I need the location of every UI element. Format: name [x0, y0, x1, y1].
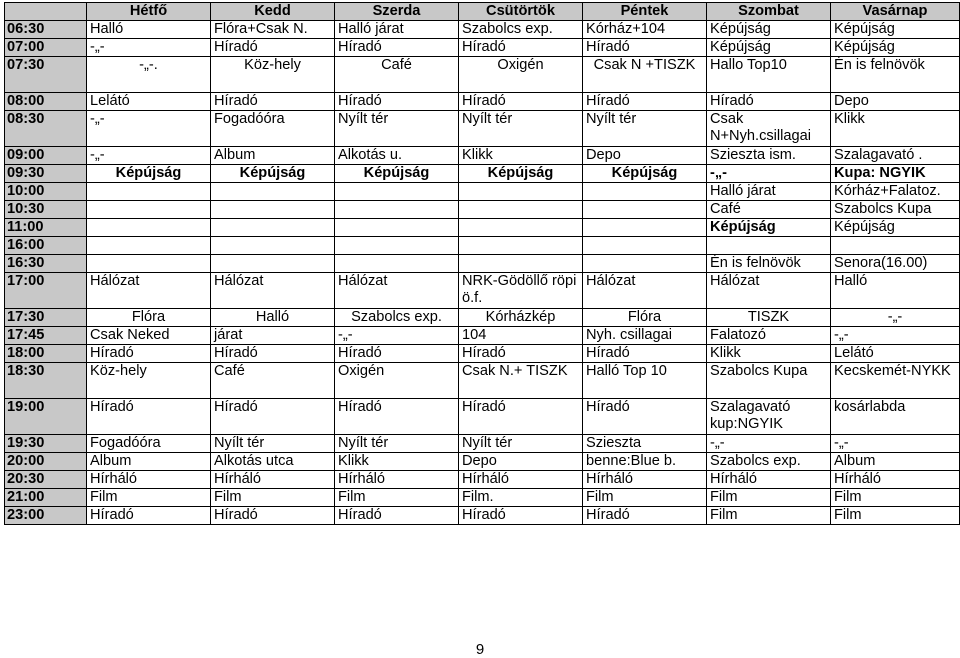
program-cell: Képújság — [831, 219, 960, 237]
program-cell: Alkotás utca — [211, 453, 335, 471]
program-cell: Film — [87, 489, 211, 507]
program-cell: Hálózat — [211, 273, 335, 309]
program-cell: Csak N.+ TISZK — [459, 363, 583, 399]
program-cell — [583, 255, 707, 273]
header-day: Vasárnap — [831, 3, 960, 21]
table-row — [5, 471, 960, 489]
program-cell — [335, 219, 459, 237]
table-row — [5, 327, 960, 345]
program-cell: Halló járat — [335, 21, 459, 39]
table-row — [5, 165, 960, 183]
time-cell: 18:00 — [5, 345, 87, 363]
table-row — [5, 57, 960, 93]
time-cell: 09:00 — [5, 147, 87, 165]
program-cell: Képújság — [87, 165, 211, 183]
table-row — [5, 147, 960, 165]
program-cell: Flóra — [87, 309, 211, 327]
program-cell: Híradó — [211, 399, 335, 435]
program-cell: Híradó — [459, 507, 583, 525]
program-cell: -„- — [87, 39, 211, 57]
program-cell: Depo — [831, 93, 960, 111]
program-cell: Café — [335, 57, 459, 93]
time-cell: 23:00 — [5, 507, 87, 525]
program-cell: Halló — [831, 273, 960, 309]
program-cell: Klikk — [335, 453, 459, 471]
table-row — [5, 363, 960, 399]
table-row — [5, 255, 960, 273]
program-cell: -„- — [707, 435, 831, 453]
program-cell: Híradó — [707, 93, 831, 111]
program-cell: Kecskemét-NYKK — [831, 363, 960, 399]
time-cell: 20:00 — [5, 453, 87, 471]
program-cell: Hírháló — [335, 471, 459, 489]
program-cell — [459, 219, 583, 237]
program-cell — [335, 183, 459, 201]
program-cell: Híradó — [211, 93, 335, 111]
program-cell — [87, 237, 211, 255]
program-cell: -„-. — [87, 57, 211, 93]
program-cell: Film — [211, 489, 335, 507]
program-cell — [583, 237, 707, 255]
program-cell: Film — [707, 489, 831, 507]
program-cell: Fogadóóra — [87, 435, 211, 453]
program-cell: Köz-hely — [211, 57, 335, 93]
program-cell: Szalagavató kup:NGYIK — [707, 399, 831, 435]
program-cell: Nyílt tér — [211, 435, 335, 453]
program-cell: Depo — [459, 453, 583, 471]
program-cell: járat — [211, 327, 335, 345]
program-cell — [583, 201, 707, 219]
program-cell — [583, 219, 707, 237]
time-cell: 16:00 — [5, 237, 87, 255]
program-cell: Hírháló — [583, 471, 707, 489]
time-cell: 10:30 — [5, 201, 87, 219]
program-cell: Szalagavató . — [831, 147, 960, 165]
program-cell: Flóra+Csak N. — [211, 21, 335, 39]
program-cell: Nyílt tér — [459, 111, 583, 147]
program-cell: Képújság — [459, 165, 583, 183]
program-cell — [459, 255, 583, 273]
program-cell: Hírháló — [459, 471, 583, 489]
program-cell: Képújság — [335, 165, 459, 183]
program-cell: Halló járat — [707, 183, 831, 201]
table-row — [5, 39, 960, 57]
program-cell — [211, 255, 335, 273]
program-cell: Hírháló — [87, 471, 211, 489]
program-cell: Képújság — [707, 21, 831, 39]
table-row — [5, 21, 960, 39]
program-cell — [87, 183, 211, 201]
program-cell: Híradó — [459, 39, 583, 57]
program-cell: -„- — [831, 327, 960, 345]
header-day: Hétfő — [87, 3, 211, 21]
program-cell — [87, 219, 211, 237]
program-cell: -„- — [87, 111, 211, 147]
program-cell: Híradó — [583, 39, 707, 57]
program-cell — [211, 201, 335, 219]
program-cell: Hálózat — [707, 273, 831, 309]
header-day: Szombat — [707, 3, 831, 21]
program-cell: Híradó — [211, 345, 335, 363]
program-cell: Film — [831, 507, 960, 525]
program-cell: Csak Neked — [87, 327, 211, 345]
program-cell: Halló — [211, 309, 335, 327]
program-cell: Híradó — [335, 507, 459, 525]
program-cell: Oxigén — [459, 57, 583, 93]
program-cell: Szabolcs Kupa — [707, 363, 831, 399]
time-cell: 16:30 — [5, 255, 87, 273]
program-cell: Café — [211, 363, 335, 399]
header-row — [5, 3, 960, 21]
program-cell: Film. — [459, 489, 583, 507]
program-cell: Album — [211, 147, 335, 165]
program-cell: -„- — [831, 435, 960, 453]
program-cell: Képújság — [831, 39, 960, 57]
header-day: Csütörtök — [459, 3, 583, 21]
schedule-table — [4, 2, 960, 525]
time-cell: 21:00 — [5, 489, 87, 507]
program-cell — [335, 237, 459, 255]
program-cell: Híradó — [459, 93, 583, 111]
program-cell: NRK-Gödöllő röpi ö.f. — [459, 273, 583, 309]
time-cell: 10:00 — [5, 183, 87, 201]
program-cell: Híradó — [335, 399, 459, 435]
time-cell: 19:30 — [5, 435, 87, 453]
program-cell — [335, 201, 459, 219]
program-cell: Köz-hely — [87, 363, 211, 399]
program-cell: Képújság — [831, 21, 960, 39]
table-row — [5, 507, 960, 525]
program-cell: Oxigén — [335, 363, 459, 399]
program-cell: Kórház+Falatoz. — [831, 183, 960, 201]
time-cell: 08:00 — [5, 93, 87, 111]
program-cell: Én is felnövök — [707, 255, 831, 273]
program-cell: Falatozó — [707, 327, 831, 345]
header-day: Szerda — [335, 3, 459, 21]
time-cell: 06:30 — [5, 21, 87, 39]
program-cell: Híradó — [87, 399, 211, 435]
program-cell: Klikk — [831, 111, 960, 147]
time-cell: 08:30 — [5, 111, 87, 147]
program-cell: Hálózat — [335, 273, 459, 309]
program-cell: Kórházkép — [459, 309, 583, 327]
table-row — [5, 201, 960, 219]
program-cell: Csak N+Nyh.csillagai — [707, 111, 831, 147]
program-cell: Hírháló — [211, 471, 335, 489]
program-cell — [707, 237, 831, 255]
time-cell: 07:30 — [5, 57, 87, 93]
program-cell: Klikk — [707, 345, 831, 363]
program-cell: Szabolcs exp. — [459, 21, 583, 39]
program-cell: Híradó — [583, 399, 707, 435]
program-cell: Halló Top 10 — [583, 363, 707, 399]
program-cell: TISZK — [707, 309, 831, 327]
program-cell: Film — [583, 489, 707, 507]
program-cell: Lelátó — [831, 345, 960, 363]
schedule-body — [5, 21, 960, 525]
program-cell: Szieszta — [583, 435, 707, 453]
program-cell: Fogadóóra — [211, 111, 335, 147]
program-cell: Flóra — [583, 309, 707, 327]
table-row — [5, 435, 960, 453]
program-cell: Híradó — [335, 345, 459, 363]
table-row — [5, 111, 960, 147]
program-cell: Klikk — [459, 147, 583, 165]
time-cell: 18:30 — [5, 363, 87, 399]
program-cell: Híradó — [583, 93, 707, 111]
program-cell — [831, 237, 960, 255]
program-cell — [87, 255, 211, 273]
program-cell: Album — [831, 453, 960, 471]
program-cell: Film — [707, 507, 831, 525]
table-row — [5, 489, 960, 507]
table-row — [5, 399, 960, 435]
page-number: 9 — [475, 641, 485, 658]
program-cell — [87, 201, 211, 219]
program-cell: Híradó — [87, 345, 211, 363]
program-cell — [211, 237, 335, 255]
program-cell: Híradó — [459, 399, 583, 435]
program-cell — [459, 183, 583, 201]
program-cell — [459, 237, 583, 255]
program-cell: Képújság — [707, 219, 831, 237]
table-row — [5, 93, 960, 111]
time-cell: 17:45 — [5, 327, 87, 345]
table-row — [5, 219, 960, 237]
program-cell: benne:Blue b. — [583, 453, 707, 471]
program-cell: Hálózat — [87, 273, 211, 309]
program-cell — [459, 201, 583, 219]
program-cell: -„- — [831, 309, 960, 327]
program-cell: Híradó — [211, 39, 335, 57]
table-row — [5, 273, 960, 309]
program-cell: Film — [335, 489, 459, 507]
program-cell: Senora(16.00) — [831, 255, 960, 273]
table-row — [5, 345, 960, 363]
time-cell: 09:30 — [5, 165, 87, 183]
program-cell: Depo — [583, 147, 707, 165]
program-cell: Híradó — [459, 345, 583, 363]
program-cell: Képújság — [211, 165, 335, 183]
program-cell: Hírháló — [831, 471, 960, 489]
program-cell: Hallo Top10 — [707, 57, 831, 93]
program-cell: -„- — [335, 327, 459, 345]
program-cell: Alkotás u. — [335, 147, 459, 165]
program-cell: Híradó — [583, 507, 707, 525]
table-row — [5, 309, 960, 327]
program-cell: Nyílt tér — [335, 435, 459, 453]
program-cell: Csak N +TISZK — [583, 57, 707, 93]
header-day: Kedd — [211, 3, 335, 21]
program-cell: Szabolcs Kupa — [831, 201, 960, 219]
table-row — [5, 453, 960, 471]
program-cell: Szabolcs exp. — [707, 453, 831, 471]
program-cell: Halló — [87, 21, 211, 39]
program-cell: -„- — [707, 165, 831, 183]
program-cell: Film — [831, 489, 960, 507]
program-cell: Híradó — [583, 345, 707, 363]
table-row — [5, 183, 960, 201]
program-cell: Nyh. csillagai — [583, 327, 707, 345]
program-cell: Nyílt tér — [459, 435, 583, 453]
program-cell: Lelátó — [87, 93, 211, 111]
time-cell: 17:30 — [5, 309, 87, 327]
program-cell: Szabolcs exp. — [335, 309, 459, 327]
program-cell: Híradó — [335, 93, 459, 111]
program-cell: Nyílt tér — [583, 111, 707, 147]
program-cell: Én is felnövök — [831, 57, 960, 93]
program-cell: Híradó — [87, 507, 211, 525]
program-cell: Szieszta ism. — [707, 147, 831, 165]
program-cell — [583, 183, 707, 201]
program-cell: Hírháló — [707, 471, 831, 489]
time-cell: 07:00 — [5, 39, 87, 57]
time-cell: 20:30 — [5, 471, 87, 489]
time-cell: 19:00 — [5, 399, 87, 435]
header-time — [5, 3, 87, 21]
time-cell: 17:00 — [5, 273, 87, 309]
program-cell: 104 — [459, 327, 583, 345]
program-cell: Kupa: NGYIK — [831, 165, 960, 183]
program-cell: Híradó — [211, 507, 335, 525]
time-cell: 11:00 — [5, 219, 87, 237]
program-cell: Híradó — [335, 39, 459, 57]
program-cell — [211, 219, 335, 237]
program-cell — [335, 255, 459, 273]
program-cell: Nyílt tér — [335, 111, 459, 147]
program-cell: Album — [87, 453, 211, 471]
header-day: Péntek — [583, 3, 707, 21]
program-cell: Hálózat — [583, 273, 707, 309]
program-cell: -„- — [87, 147, 211, 165]
program-cell: Café — [707, 201, 831, 219]
program-cell: Képújság — [583, 165, 707, 183]
program-cell: kosárlabda — [831, 399, 960, 435]
table-row — [5, 237, 960, 255]
program-cell: Képújság — [707, 39, 831, 57]
program-cell: Kórház+104 — [583, 21, 707, 39]
program-cell — [211, 183, 335, 201]
